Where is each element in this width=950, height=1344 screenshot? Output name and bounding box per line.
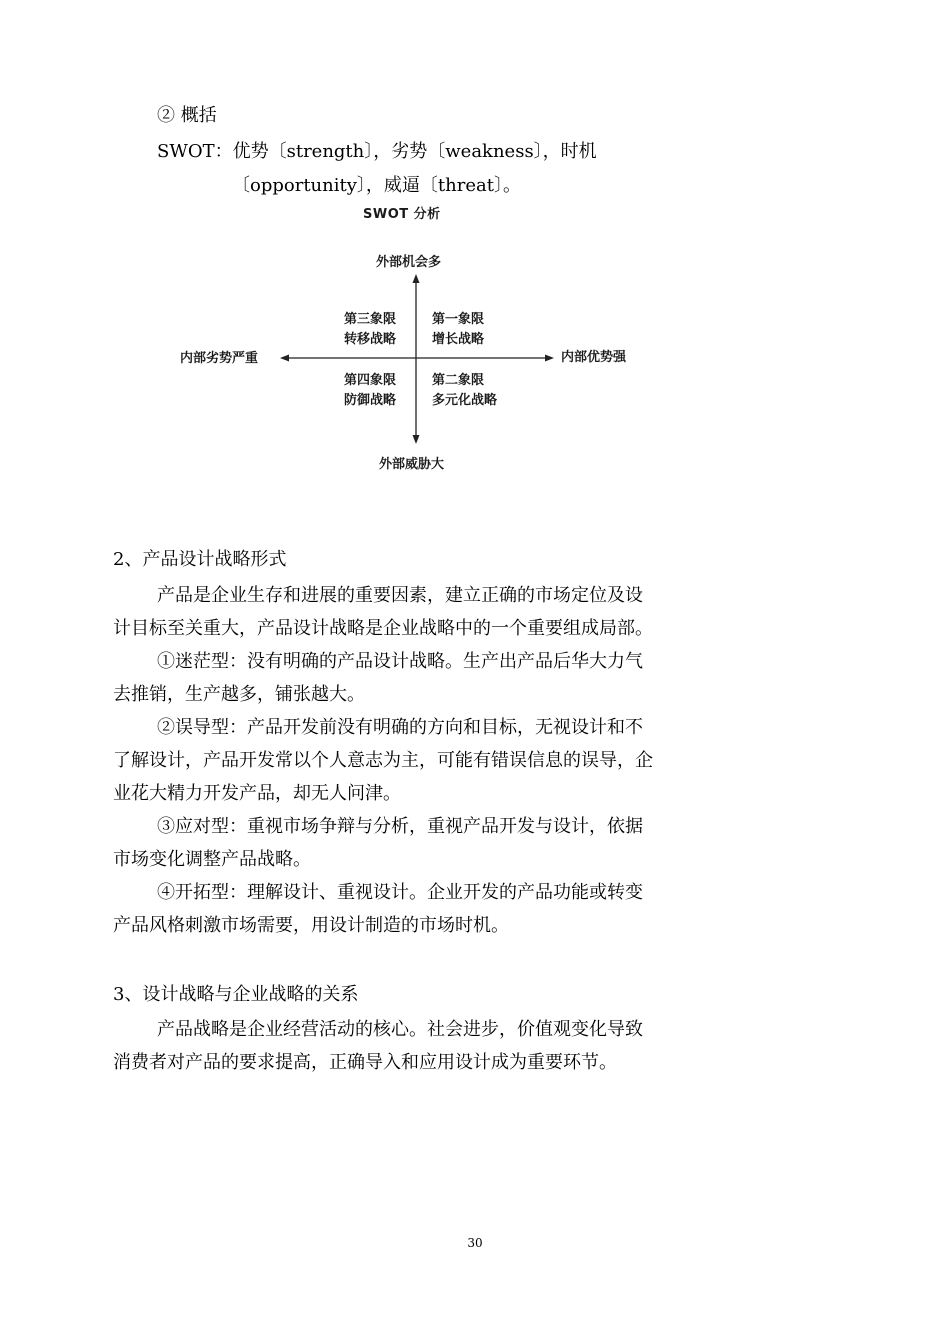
arrow-left-icon xyxy=(280,355,289,362)
quadrant-2-name: 第二象限 xyxy=(432,373,485,388)
strategy-type-2-line: 了解设计，产品开发常以个人意志为主，可能有错误信息的误导，企 xyxy=(113,750,653,771)
diagram-title: SWOT 分析 xyxy=(363,207,441,222)
swot-axes xyxy=(170,200,690,490)
strategy-type-3-line: ③应对型：重视市场争辩与分析，重视产品开发与设计，依据 xyxy=(157,816,643,837)
section-2-paragraph-line: 计目标至关重大，产品设计战略是企业战略中的一个重要组成局部。 xyxy=(113,618,653,639)
quadrant-1-strategy: 增长战略 xyxy=(432,332,485,347)
quadrant-3-name: 第三象限 xyxy=(344,312,397,327)
swot-definition-line-2: 〔opportunity〕，威逼〔threat〕。 xyxy=(232,175,521,196)
section-3-paragraph-line: 产品战略是企业经营活动的核心。社会进步，价值观变化导致 xyxy=(157,1019,643,1040)
quadrant-3-strategy: 转移战略 xyxy=(344,332,397,347)
swot-diagram xyxy=(170,200,690,490)
page-number: 30 xyxy=(467,1236,483,1250)
strategy-type-4-line: 产品风格刺激市场需要，用设计制造的市场时机。 xyxy=(113,915,509,936)
strategy-type-2-line: 业花大精力开发产品，却无人问津。 xyxy=(113,783,401,804)
strategy-type-2-line: ②误导型：产品开发前没有明确的方向和目标，无视设计和不 xyxy=(157,717,643,738)
overview-heading: ② 概括 xyxy=(157,105,217,126)
swot-definition-line-1: SWOT：优势〔strength〕，劣势〔weakness〕，时机 xyxy=(157,141,597,162)
quadrant-4-name: 第四象限 xyxy=(344,373,397,388)
label-internal-weakness: 内部劣势严重 xyxy=(180,351,259,366)
strategy-type-1-line: ①迷茫型：没有明确的产品设计战略。生产出产品后华大力气 xyxy=(157,651,643,672)
arrow-up-icon xyxy=(413,274,420,283)
arrow-down-icon xyxy=(413,435,420,444)
strategy-type-4-line: ④开拓型：理解设计、重视设计。企业开发的产品功能或转变 xyxy=(157,882,643,903)
quadrant-2-strategy: 多元化战略 xyxy=(432,393,498,408)
strategy-type-1-line: 去推销，生产越多，铺张越大。 xyxy=(113,684,365,705)
label-external-threat: 外部威胁大 xyxy=(379,457,445,472)
section-3-heading: 3、设计战略与企业战略的关系 xyxy=(113,984,359,1005)
arrow-right-icon xyxy=(545,355,554,362)
section-3-paragraph-line: 消费者对产品的要求提高，正确导入和应用设计成为重要环节。 xyxy=(113,1052,617,1073)
quadrant-1-name: 第一象限 xyxy=(432,312,485,327)
quadrant-4-strategy: 防御战略 xyxy=(344,393,397,408)
section-2-paragraph-line: 产品是企业生存和进展的重要因素，建立正确的市场定位及设 xyxy=(157,585,643,606)
strategy-type-3-line: 市场变化调整产品战略。 xyxy=(113,849,311,870)
section-2-heading: 2、产品设计战略形式 xyxy=(113,549,287,570)
label-external-opportunity: 外部机会多 xyxy=(376,255,442,270)
label-internal-strength: 内部优势强 xyxy=(561,350,627,365)
